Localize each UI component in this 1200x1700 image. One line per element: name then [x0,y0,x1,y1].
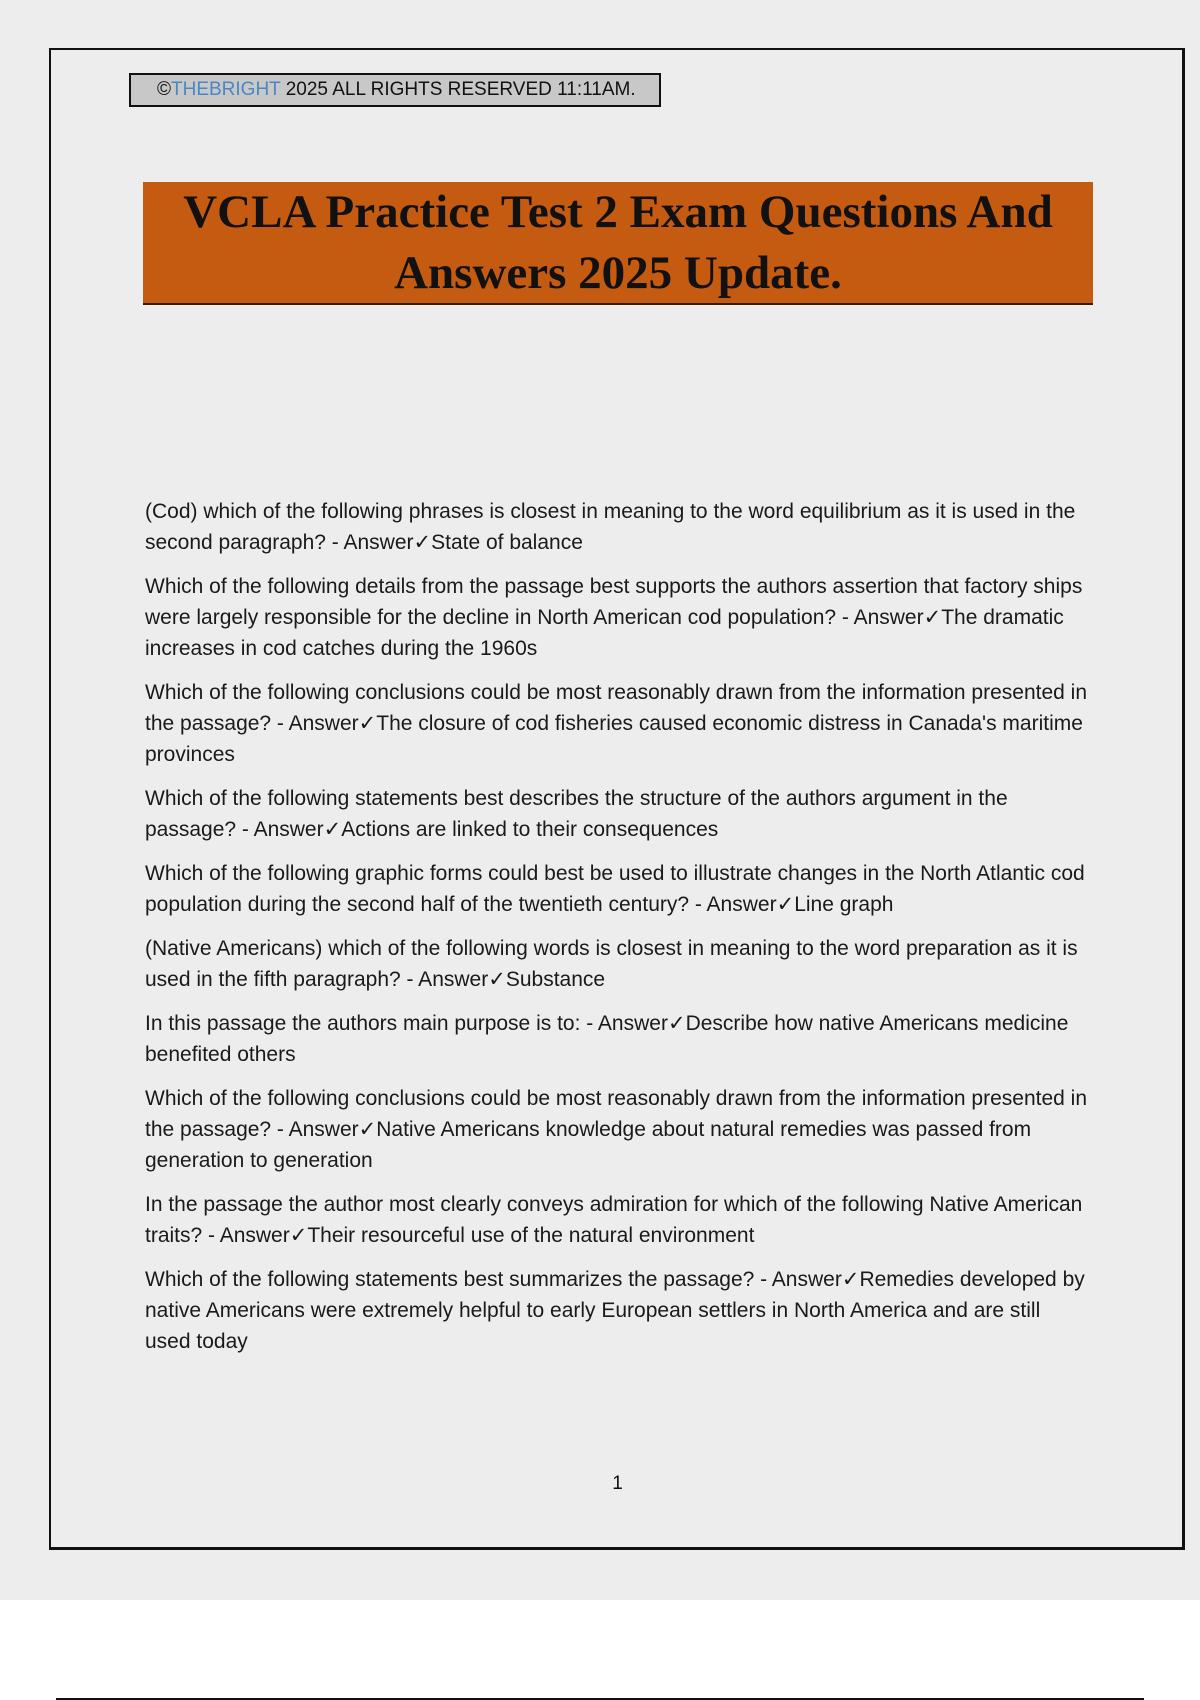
answer-text: Actions are linked to their consequences [341,818,719,841]
qa-list [145,496,1090,1370]
answer-text: Substance [505,968,606,991]
qa-item [145,1189,1090,1251]
answer-text: The closure of cod fisheries caused economic distress in Canada's maritime provinces [145,712,1083,766]
qa-item [145,783,1090,845]
copyright-text: 2025 ALL RIGHTS RESERVED 11:11AM. [280,79,636,100]
question-text: In the passage the author most clearly conveys admiration for which of the following Native American traits? - Answer [145,1193,1083,1247]
checkmark-icon: ✓ [776,893,795,916]
answer-text: Their resourceful use of the natural environment [307,1224,755,1247]
question-text: In this passage the authors main purpose is to: - Answer [145,1012,668,1035]
checkmark-icon: ✓ [923,606,942,629]
checkmark-icon: ✓ [358,1118,377,1141]
qa-item [145,677,1090,770]
question-text: Which of the following statements best summarizes the passage? - Answer [145,1268,842,1291]
qa-item [145,1264,1090,1357]
question-text: (Cod) which of the following phrases is closest in meaning to the word equilibrium as it is used in the second paragraph? - Answer [145,500,1076,554]
qa-item [145,496,1090,558]
answer-text: The dramatic increases in cod catches during the 1960s [145,606,1064,660]
title-banner [143,182,1093,305]
question-text: (Native Americans) which of the following words is closest in meaning to the word preparation as it is used in the fifth paragraph? - Answer [145,937,1078,991]
answer-text: Remedies developed by native Americans were extremely helpful to early European settlers in North America and are still used today [145,1268,1085,1353]
qa-item [145,933,1090,995]
checkmark-icon: ✓ [488,968,506,991]
checkmark-icon: ✓ [667,1012,686,1035]
checkmark-icon: ✓ [289,1224,308,1247]
document-title: VCLA Practice Test 2 Exam Questions And Answers 2025 Update. [183,185,1053,299]
page-number: 1 [612,1473,623,1494]
answer-text: State of balance [431,531,583,554]
checkmark-icon: ✓ [323,818,342,841]
question-text: Which of the following statements best describes the structure of the authors argument in the passage? - Answer [145,787,1008,841]
copyright-notice [129,73,661,107]
question-text: Which of the following conclusions could be most reasonably drawn from the information presented in the passage? - Answer [145,1087,1087,1141]
qa-item [145,1083,1090,1176]
question-text: Which of the following details from the passage best supports the authors assertion that factory ships were largely responsible for the decline in North American cod population? - Answer [145,575,1083,629]
checkmark-icon: ✓ [358,712,377,735]
brand-name: THEBRIGHT [171,79,281,100]
question-text: Which of the following graphic forms could best be used to illustrate changes in the North Atlantic cod population during the second half of the twentieth century? - Answer [145,862,1085,916]
qa-item [145,571,1090,664]
answer-text: Native Americans knowledge about natural remedies was passed from generation to generation [145,1118,1032,1172]
answer-text: Line graph [794,893,894,916]
copyright-symbol: © [157,79,171,100]
question-text: Which of the following conclusions could be most reasonably drawn from the information presented in the passage? - Answer [145,681,1087,735]
qa-item [145,858,1090,920]
qa-item [145,1008,1090,1070]
answer-text: Describe how native Americans medicine benefited others [145,1012,1069,1066]
checkmark-icon: ✓ [413,531,432,554]
checkmark-icon: ✓ [841,1268,860,1291]
